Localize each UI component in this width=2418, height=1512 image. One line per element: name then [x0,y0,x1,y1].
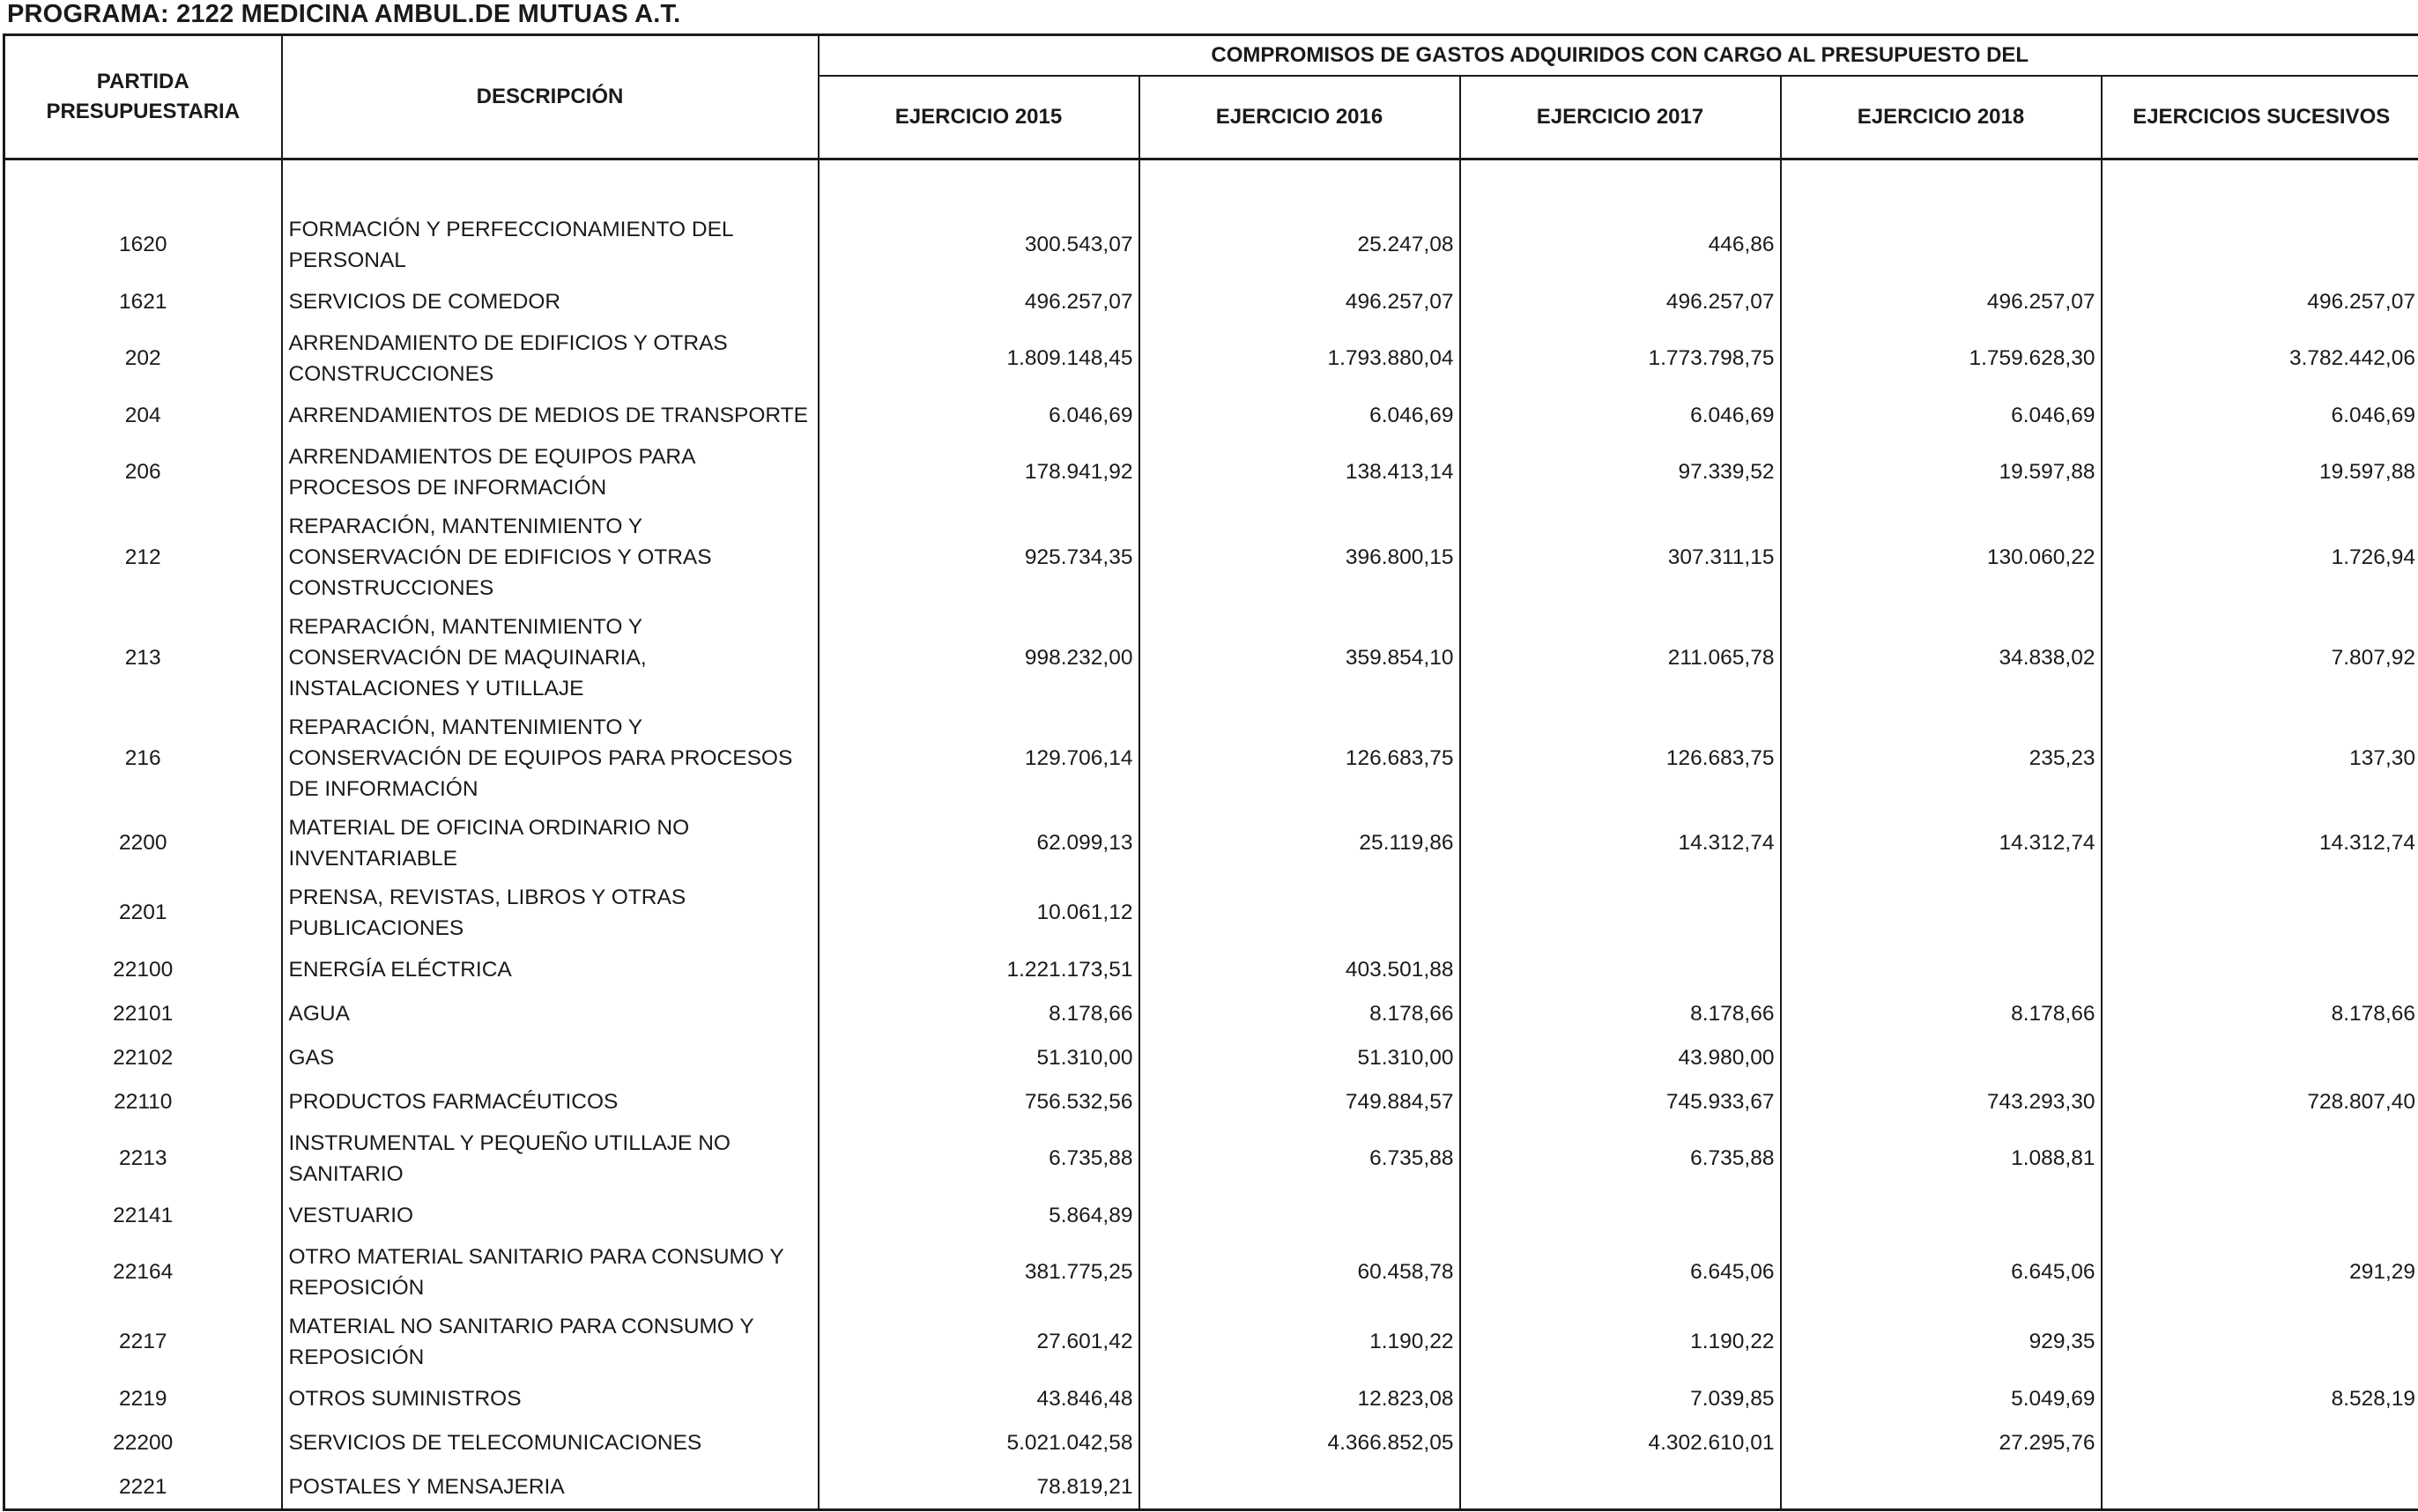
amount-2016: 25.247,08 [1139,210,1460,279]
header-compromisos: COMPROMISOS DE GASTOS ADQUIRIDOS CON CARGO AL PRESUPUESTO DEL [819,35,2418,77]
table-row [4,878,2418,947]
amount-2015: 5.864,89 [819,1193,1139,1237]
amount-following: 14.312,74 [2102,808,2418,878]
description-cell: INSTRUMENTAL Y PEQUEÑO UTILLAJE NO SANITARIO [282,1123,819,1193]
description-cell: ARRENDAMIENTOS DE MEDIOS DE TRANSPORTE [282,393,819,437]
amount-following [2102,210,2418,279]
header-partida: PARTIDA PRESUPUESTARIA [4,35,282,159]
amount-following: 6.046,69 [2102,393,2418,437]
amount-2017: 1.190,22 [1460,1307,1781,1376]
amount-2016: 138.413,14 [1139,437,1460,507]
amount-following [2102,1464,2418,1510]
amount-following: 7.807,92 [2102,607,2418,708]
amount-2018 [1781,1035,2102,1079]
amount-2018: 1.759.628,30 [1781,323,2102,393]
amount-2015: 6.046,69 [819,393,1139,437]
table-row [4,1237,2418,1307]
amount-2018: 5.049,69 [1781,1376,2102,1420]
partida-code: 206 [4,437,282,507]
amount-2015: 496.257,07 [819,279,1139,323]
partida-code: 2217 [4,1307,282,1376]
header-row-top [4,35,2418,77]
table-row [4,1193,2418,1237]
amount-following [2102,1123,2418,1193]
header-year-2017: EJERCICIO 2017 [1460,76,1781,159]
description-cell: SERVICIOS DE COMEDOR [282,279,819,323]
table-row [4,393,2418,437]
amount-2017: 4.302.610,01 [1460,1420,1781,1464]
amount-2015: 300.543,07 [819,210,1139,279]
header-descripcion: DESCRIPCIÓN [282,35,819,159]
amount-following [2102,1420,2418,1464]
amount-2018 [1781,878,2102,947]
amount-2018 [1781,1193,2102,1237]
amount-following: 496.257,07 [2102,279,2418,323]
amount-2016: 6.735,88 [1139,1123,1460,1193]
amount-2016: 60.458,78 [1139,1237,1460,1307]
description-cell: POSTALES Y MENSAJERIA [282,1464,819,1510]
amount-2018: 929,35 [1781,1307,2102,1376]
amount-2017: 446,86 [1460,210,1781,279]
table-row [4,1079,2418,1123]
program-title: PROGRAMA: 2122 MEDICINA AMBUL.DE MUTUAS A.T. [7,0,681,28]
amount-2017: 6.735,88 [1460,1123,1781,1193]
amount-2015: 10.061,12 [819,878,1139,947]
table-row [4,1123,2418,1193]
table-row [4,210,2418,279]
amount-2015: 1.221.173,51 [819,947,1139,991]
amount-2015: 129.706,14 [819,708,1139,808]
description-cell: MATERIAL NO SANITARIO PARA CONSUMO Y REPOSICIÓN [282,1307,819,1376]
amount-following: 3.782.442,06 [2102,323,2418,393]
partida-code: 22200 [4,1420,282,1464]
partida-code: 22164 [4,1237,282,1307]
table-row [4,1035,2418,1079]
amount-following [2102,1193,2418,1237]
amount-2018 [1781,210,2102,279]
partida-code: 202 [4,323,282,393]
amount-following: 1.726,94 [2102,507,2418,607]
amount-2016: 496.257,07 [1139,279,1460,323]
description-cell: VESTUARIO [282,1193,819,1237]
partida-code: 213 [4,607,282,708]
amount-following: 137,30 [2102,708,2418,808]
partida-code: 2219 [4,1376,282,1420]
partida-code: 2221 [4,1464,282,1510]
partida-code: 1621 [4,279,282,323]
partida-code: 22110 [4,1079,282,1123]
amount-2017 [1460,947,1781,991]
amount-2017: 97.339,52 [1460,437,1781,507]
amount-following [2102,947,2418,991]
amount-2016: 12.823,08 [1139,1376,1460,1420]
amount-2016: 359.854,10 [1139,607,1460,708]
amount-2016: 1.793.880,04 [1139,323,1460,393]
description-cell: PRODUCTOS FARMACÉUTICOS [282,1079,819,1123]
amount-2015: 51.310,00 [819,1035,1139,1079]
amount-2017: 8.178,66 [1460,991,1781,1035]
amount-2015: 62.099,13 [819,808,1139,878]
amount-2016: 8.178,66 [1139,991,1460,1035]
table-row [4,1464,2418,1510]
amount-2016 [1139,1193,1460,1237]
partida-code: 22100 [4,947,282,991]
amount-2015: 6.735,88 [819,1123,1139,1193]
amount-2017: 43.980,00 [1460,1035,1781,1079]
amount-2016: 6.046,69 [1139,393,1460,437]
table-row [4,1376,2418,1420]
amount-following: 8.528,19 [2102,1376,2418,1420]
description-cell: GAS [282,1035,819,1079]
description-cell: SERVICIOS DE TELECOMUNICACIONES [282,1420,819,1464]
description-cell: REPARACIÓN, MANTENIMIENTO Y CONSERVACIÓN DE EDIFICIOS Y OTRAS CONSTRUCCIONES [282,507,819,607]
amount-2015: 381.775,25 [819,1237,1139,1307]
partida-code: 22141 [4,1193,282,1237]
partida-code: 1620 [4,210,282,279]
table-row [4,437,2418,507]
partida-code: 22102 [4,1035,282,1079]
amount-following: 8.178,66 [2102,991,2418,1035]
amount-2018: 19.597,88 [1781,437,2102,507]
amount-following [2102,1307,2418,1376]
description-cell: FORMACIÓN Y PERFECCIONAMIENTO DEL PERSONAL [282,210,819,279]
amount-2016: 25.119,86 [1139,808,1460,878]
amount-2015: 925.734,35 [819,507,1139,607]
table-row [4,607,2418,708]
amount-2017: 211.065,78 [1460,607,1781,708]
amount-2017: 745.933,67 [1460,1079,1781,1123]
amount-following: 291,29 [2102,1237,2418,1307]
amount-2018: 130.060,22 [1781,507,2102,607]
amount-2018: 496.257,07 [1781,279,2102,323]
partida-code: 2213 [4,1123,282,1193]
amount-2017: 6.046,69 [1460,393,1781,437]
amount-2016 [1139,1464,1460,1510]
amount-following: 19.597,88 [2102,437,2418,507]
description-cell: REPARACIÓN, MANTENIMIENTO Y CONSERVACIÓN DE MAQUINARIA, INSTALACIONES Y UTILLAJE [282,607,819,708]
table-row [4,1420,2418,1464]
amount-2015: 998.232,00 [819,607,1139,708]
table-row [4,708,2418,808]
description-cell: ARRENDAMIENTOS DE EQUIPOS PARA PROCESOS DE INFORMACIÓN [282,437,819,507]
amount-2015: 8.178,66 [819,991,1139,1035]
partida-code: 2201 [4,878,282,947]
header-year-2015: EJERCICIO 2015 [819,76,1139,159]
description-cell: MATERIAL DE OFICINA ORDINARIO NO INVENTARIABLE [282,808,819,878]
amount-2018: 14.312,74 [1781,808,2102,878]
amount-following [2102,878,2418,947]
description-cell: PRENSA, REVISTAS, LIBROS Y OTRAS PUBLICACIONES [282,878,819,947]
amount-2016: 396.800,15 [1139,507,1460,607]
description-cell: AGUA [282,991,819,1035]
amount-2015: 78.819,21 [819,1464,1139,1510]
table-row [4,947,2418,991]
description-cell: ENERGÍA ELÉCTRICA [282,947,819,991]
amount-2015: 756.532,56 [819,1079,1139,1123]
amount-2018: 34.838,02 [1781,607,2102,708]
amount-2017 [1460,1193,1781,1237]
amount-2018: 6.645,06 [1781,1237,2102,1307]
amount-2018: 743.293,30 [1781,1079,2102,1123]
amount-2017: 14.312,74 [1460,808,1781,878]
amount-2016: 4.366.852,05 [1139,1420,1460,1464]
amount-2016: 51.310,00 [1139,1035,1460,1079]
amount-2015: 27.601,42 [819,1307,1139,1376]
partida-code: 216 [4,708,282,808]
description-cell: OTRO MATERIAL SANITARIO PARA CONSUMO Y REPOSICIÓN [282,1237,819,1307]
amount-2016 [1139,878,1460,947]
amount-2017: 496.257,07 [1460,279,1781,323]
header-year-2016: EJERCICIO 2016 [1139,76,1460,159]
description-cell: REPARACIÓN, MANTENIMIENTO Y CONSERVACIÓN DE EQUIPOS PARA PROCESOS DE INFORMACIÓN [282,708,819,808]
partida-code: 204 [4,393,282,437]
budget-commitments-table [3,33,2418,1511]
partida-code: 2200 [4,808,282,878]
header-year-2018: EJERCICIO 2018 [1781,76,2102,159]
table-row [4,323,2418,393]
amount-2016: 1.190,22 [1139,1307,1460,1376]
amount-2016: 749.884,57 [1139,1079,1460,1123]
amount-2015: 1.809.148,45 [819,323,1139,393]
amount-2015: 5.021.042,58 [819,1420,1139,1464]
partida-code: 212 [4,507,282,607]
amount-2018 [1781,1464,2102,1510]
amount-2017: 1.773.798,75 [1460,323,1781,393]
amount-2018: 8.178,66 [1781,991,2102,1035]
amount-2018: 235,23 [1781,708,2102,808]
amount-2015: 178.941,92 [819,437,1139,507]
amount-2017: 6.645,06 [1460,1237,1781,1307]
amount-2016: 403.501,88 [1139,947,1460,991]
amount-2017: 7.039,85 [1460,1376,1781,1420]
header-years-following: EJERCICIOS SUCESIVOS [2102,76,2418,159]
amount-2015: 43.846,48 [819,1376,1139,1420]
amount-2017 [1460,1464,1781,1510]
table-row [4,507,2418,607]
description-cell: ARRENDAMIENTO DE EDIFICIOS Y OTRAS CONSTRUCCIONES [282,323,819,393]
amount-2017: 307.311,15 [1460,507,1781,607]
partida-code: 22101 [4,991,282,1035]
table-row [4,1307,2418,1376]
description-cell: OTROS SUMINISTROS [282,1376,819,1420]
amount-2018: 6.046,69 [1781,393,2102,437]
amount-2017 [1460,878,1781,947]
amount-2017: 126.683,75 [1460,708,1781,808]
amount-following [2102,1035,2418,1079]
table-row [4,991,2418,1035]
amount-following: 728.807,40 [2102,1079,2418,1123]
amount-2018: 27.295,76 [1781,1420,2102,1464]
amount-2018: 1.088,81 [1781,1123,2102,1193]
amount-2016: 126.683,75 [1139,708,1460,808]
table-row [4,279,2418,323]
table-spacer-row [4,159,2418,211]
table-row [4,808,2418,878]
amount-2018 [1781,947,2102,991]
